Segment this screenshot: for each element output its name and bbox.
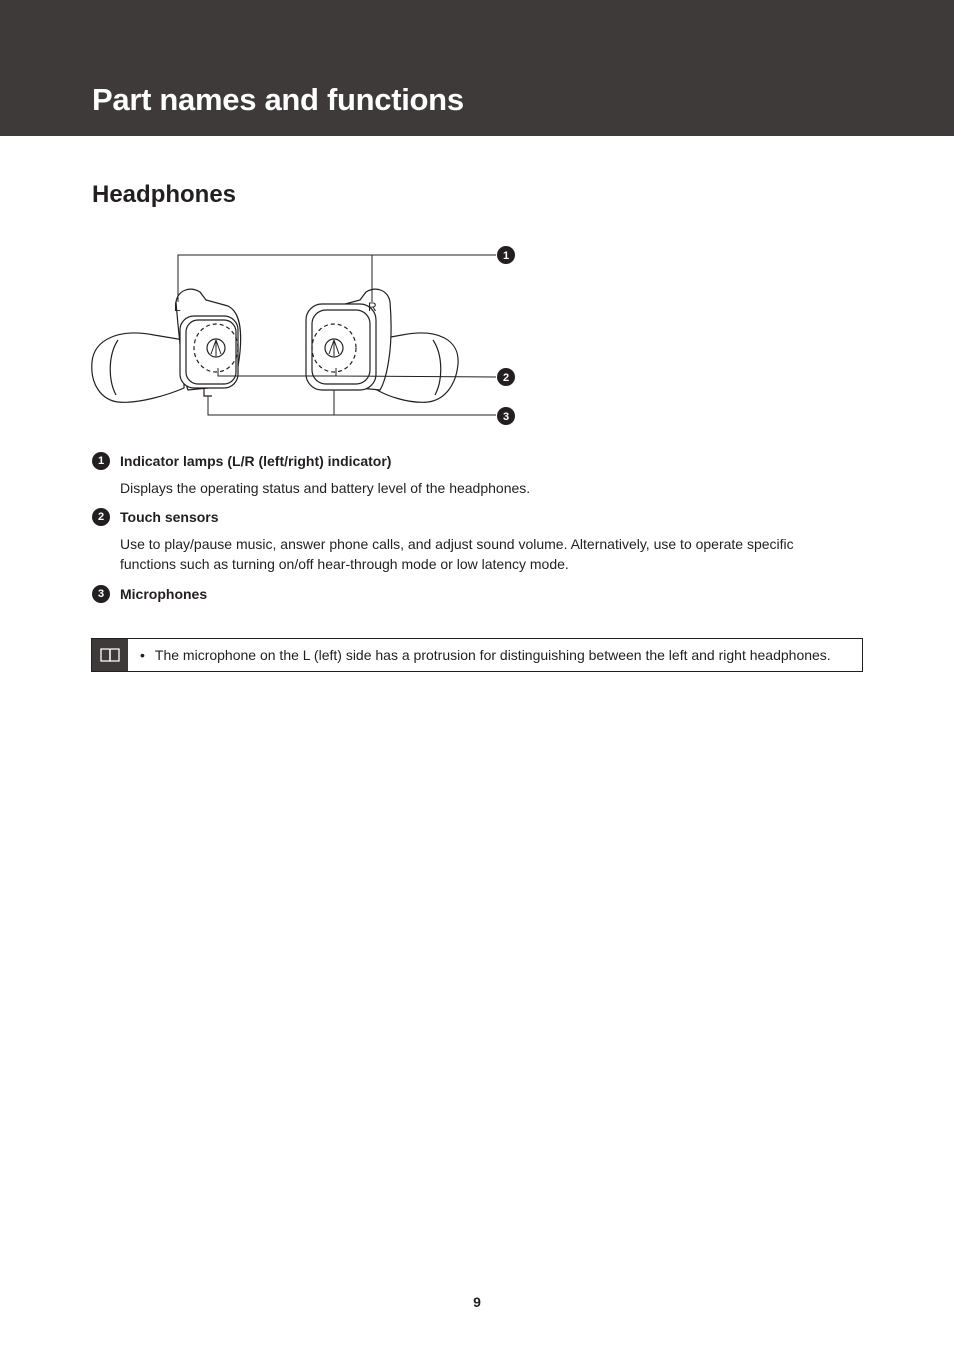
callout-badge-1-label: 1 xyxy=(502,250,510,262)
list-item-indicator-lamps xyxy=(92,451,872,498)
left-face-plate xyxy=(180,316,238,388)
callout-line-1 xyxy=(178,255,496,302)
callout-badge-3-label: 3 xyxy=(502,411,510,423)
callout-badges xyxy=(497,246,515,425)
note-icon-cell xyxy=(92,639,128,671)
list-item-microphones xyxy=(92,584,872,604)
item-description: Displays the operating status and battery level of the headphones. xyxy=(120,480,531,496)
note-box xyxy=(91,638,863,672)
left-ear-tip xyxy=(92,333,184,402)
right-letter: R xyxy=(368,300,377,314)
section-title: Headphones xyxy=(92,181,237,208)
note-bullet: • xyxy=(140,647,145,663)
callout-line-3 xyxy=(208,390,496,415)
left-letter: L xyxy=(174,300,181,314)
item-number-badge: 3 xyxy=(92,585,110,603)
header-band xyxy=(0,0,954,136)
item-label: Microphones xyxy=(120,586,208,602)
item-label: Indicator lamps (L/R (left/right) indicator) xyxy=(120,453,392,469)
earbuds-diagram xyxy=(88,240,528,440)
page-number: 9 xyxy=(473,1294,481,1310)
page-title: Part names and functions xyxy=(92,82,464,117)
book-icon xyxy=(100,648,120,662)
callout-badge-2-label: 2 xyxy=(502,372,510,384)
right-face-plate xyxy=(306,304,376,390)
list-item-touch-sensors xyxy=(92,507,872,574)
note-text: The microphone on the L (left) side has a protrusion for distinguishing between the left and right headphones. xyxy=(154,647,831,663)
item-number-badge: 1 xyxy=(92,452,110,470)
item-number-badge: 2 xyxy=(92,508,110,526)
note-text-row xyxy=(128,639,831,671)
item-label: Touch sensors xyxy=(120,509,219,525)
item-description: Use to play/pause music, answer phone calls, and adjust sound volume. Alternatively, use to operate specific functions such as turning on/off hear-through mode or low latency mode. xyxy=(120,536,794,572)
